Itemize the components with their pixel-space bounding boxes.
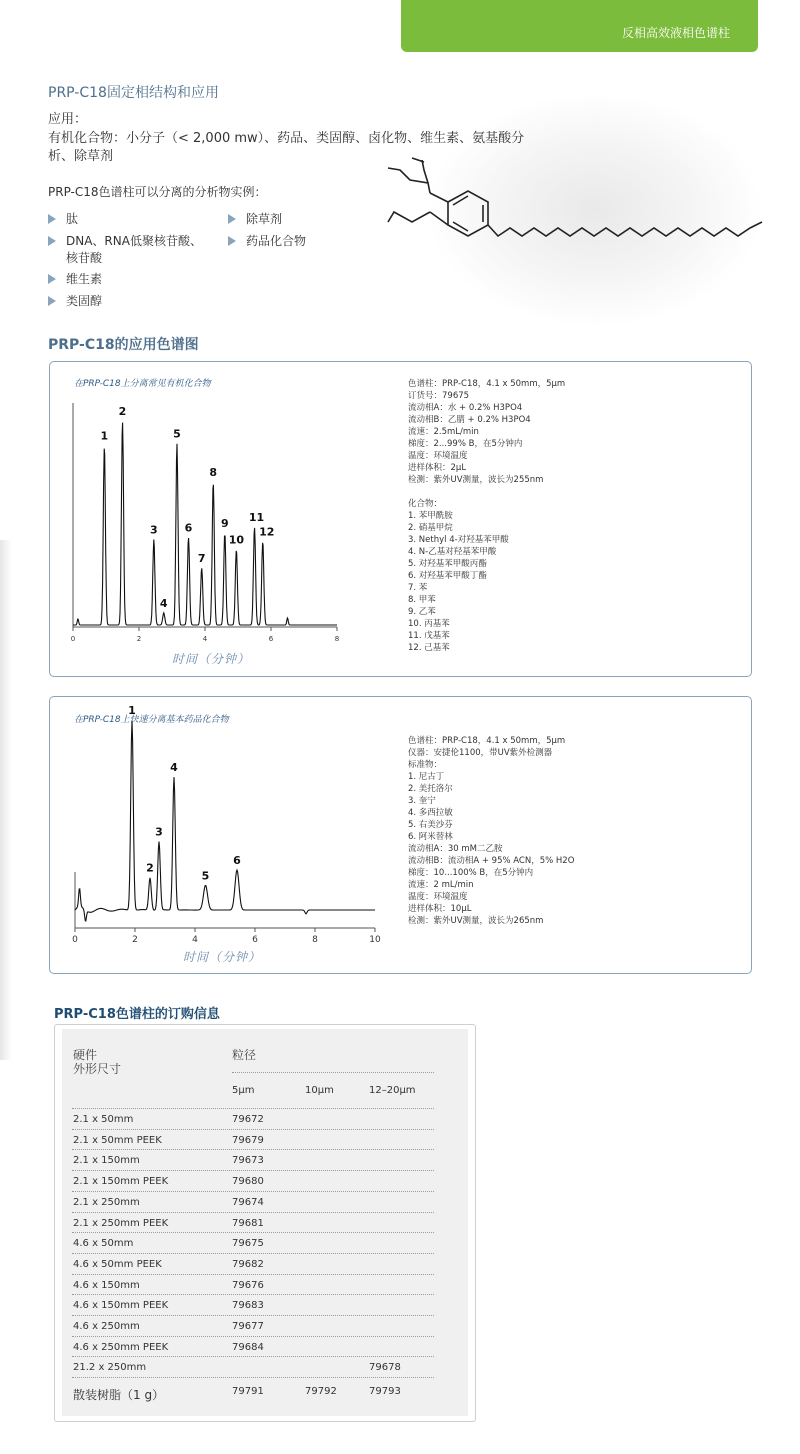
col-hardware: 硬件 (73, 1048, 98, 1062)
chart1-title: 在PRP-C18上分离常见有机化合物 (74, 379, 211, 389)
bullet-item (48, 271, 102, 288)
table-cell-part-number: 79680 (232, 1176, 264, 1188)
row-divider (72, 1377, 434, 1378)
triangle-bullet-icon (228, 236, 236, 246)
row-divider (72, 1253, 434, 1254)
table-cell-part-number: 79792 (305, 1386, 337, 1398)
table-cell-part-number: 79681 (232, 1217, 264, 1229)
intro-title: PRP-C18固定相结构和应用 (48, 85, 219, 101)
bullet-text-continued: 核苷酸 (66, 251, 103, 265)
condition-line: 色谱柱：PRP-C18，4.1 x 50mm，5μm (408, 379, 566, 389)
table-cell-dimension: 4.6 x 50mm PEEK (73, 1258, 162, 1270)
row-divider (72, 1108, 434, 1109)
bullet-item (228, 233, 306, 250)
table-cell-part-number: 79674 (232, 1196, 264, 1208)
chemical-structure (380, 150, 780, 260)
row-divider (72, 1129, 434, 1130)
table-cell-dimension: 2.1 x 150mm (73, 1155, 140, 1167)
chart2-xlabel: 时间（分钟） (183, 950, 262, 964)
table-cell-dimension: 2.1 x 50mm PEEK (73, 1134, 162, 1146)
table-cell-dimension: 2.1 x 250mm PEEK (73, 1217, 169, 1229)
table-cell-dimension: 散装树脂（1 g） (73, 1388, 165, 1403)
table-cell-part-number: 79672 (232, 1114, 264, 1125)
row-divider (72, 1170, 434, 1171)
bullet-text: DNA、RNA低聚核苷酸、 (66, 234, 202, 248)
table-cell-part-number: 79673 (232, 1155, 264, 1167)
row-divider (72, 1294, 434, 1295)
peak-label: 11 (248, 511, 265, 525)
peak-label: 4 (159, 596, 168, 610)
application-text-line1: 有机化合物：小分子（< 2,000 mw）、药品、类固醇、卤化物、维生素、氨基酸分 (48, 131, 525, 146)
peak-label: 5 (173, 427, 181, 441)
chart1-conditions (408, 378, 565, 654)
header-tab-label: 反相高效液相色谱柱 (621, 26, 730, 40)
table-cell-part-number: 79675 (232, 1238, 264, 1250)
row-divider (72, 1274, 434, 1275)
condition-line: 色谱柱：PRP-C18，4.1 x 50mm，5μm (408, 736, 566, 746)
table-cell-part-number: 79677 (232, 1321, 264, 1332)
peak-label: 9 (220, 517, 229, 531)
peak-label: 1 (128, 704, 136, 717)
size-5um: 5μm (232, 1085, 255, 1096)
condition-line: 4. 多西拉敏 (408, 808, 453, 818)
chromatogram-section-title: PRP-C18的应用色谱图 (48, 337, 199, 353)
condition-line: 3. 奎宁 (408, 796, 436, 806)
condition-line: 温度：环境温度 (408, 892, 468, 902)
bullet-item (48, 211, 78, 228)
condition-line: 8. 甲苯 (408, 595, 436, 605)
bullet-text: 药品化合物 (246, 234, 307, 248)
table-cell-part-number: 79793 (369, 1386, 401, 1398)
table-cell-dimension: 2.1 x 150mm PEEK (73, 1176, 169, 1188)
x-tick-label: 4 (192, 935, 198, 945)
peak-label: 2 (118, 405, 127, 418)
table-cell-part-number: 79679 (232, 1134, 264, 1146)
condition-line: 1. 苯甲酰胺 (408, 511, 453, 521)
condition-line: 流动相B：流动相A + 95% ACN，5% H2O (408, 856, 575, 866)
table-cell-part-number: 79682 (232, 1258, 264, 1270)
col-dimension: 外形尺寸 (73, 1062, 122, 1076)
condition-line: 检测：紫外UV测量，波长为265nm (408, 916, 544, 926)
row-divider (72, 1315, 434, 1316)
x-tick-label: 0 (70, 635, 76, 643)
x-tick-label: 8 (334, 635, 340, 643)
condition-line: 10. 丙基苯 (408, 619, 450, 629)
table-cell-dimension: 4.6 x 150mm (73, 1279, 140, 1291)
size-12-20um: 12–20μm (369, 1085, 416, 1096)
bullet-text: 维生素 (66, 272, 103, 286)
condition-line: 4. N-乙基对羟基苯甲酸 (408, 547, 497, 557)
peak-label: 4 (170, 761, 178, 774)
header-tab (401, 0, 758, 52)
bullet-text: 肽 (66, 212, 79, 226)
condition-line: 2. 美托洛尔 (408, 784, 453, 794)
condition-line: 标准物： (408, 760, 443, 770)
triangle-bullet-icon (48, 236, 56, 246)
chart1-xlabel: 时间（分钟） (172, 652, 251, 666)
row-divider (72, 1191, 434, 1192)
table-cell-dimension: 4.6 x 250mm (73, 1321, 140, 1332)
table-cell-part-number: 79791 (232, 1386, 264, 1398)
bullet-item (228, 211, 282, 228)
row-divider (72, 1232, 434, 1233)
table-cell-dimension: 4.6 x 50mm (73, 1238, 134, 1250)
condition-line: 化合物： (408, 499, 443, 509)
condition-line: 5. 对羟基苯甲酸丙酯 (408, 559, 487, 569)
application-label: 应用： (48, 112, 88, 127)
ordering-title: PRP-C18色谱柱的订购信息 (54, 1007, 220, 1022)
peak-label: 6 (184, 521, 193, 535)
condition-line: 梯度：2...99% B，在5分钟内 (408, 439, 523, 449)
row-divider (72, 1212, 434, 1213)
triangle-bullet-icon (48, 274, 56, 284)
chromatogram-chart-1 (55, 395, 355, 645)
x-tick-label: 2 (136, 635, 142, 643)
benzene-ring (448, 191, 488, 236)
table-cell-dimension: 21.2 x 250mm (73, 1362, 147, 1374)
chromatogram-trace (73, 423, 337, 625)
peak-label: 3 (150, 523, 158, 537)
table-cell-dimension: 2.1 x 250mm (73, 1196, 140, 1208)
x-tick-label: 6 (268, 635, 274, 643)
condition-line: 12. 己基苯 (408, 643, 450, 653)
col-particle: 粒径 (232, 1048, 257, 1062)
condition-line: 流动相A：30 mM二乙胺 (408, 844, 503, 854)
row-divider (72, 1356, 434, 1357)
x-tick-label: 6 (252, 935, 258, 945)
condition-line: 检测：紫外UV测量，波长为255nm (408, 475, 544, 485)
application-text-line2: 析、除草剂 (48, 149, 114, 164)
condition-line: 流速：2.5mL/min (408, 427, 479, 437)
table-cell-part-number: 79676 (232, 1279, 264, 1291)
condition-line: 流动相B：乙腈 + 0.2% H3PO4 (408, 415, 531, 425)
condition-line: 订货号：79675 (408, 391, 470, 401)
row-divider (72, 1336, 434, 1337)
chart2-conditions (408, 735, 574, 927)
condition-line: 5. 右美沙芬 (408, 820, 453, 830)
triangle-bullet-icon (228, 214, 236, 224)
row-divider (72, 1149, 434, 1150)
condition-line: 6. 阿米替林 (408, 832, 453, 842)
peak-label: 8 (209, 466, 218, 480)
divider (232, 1072, 434, 1073)
peak-label: 2 (146, 861, 154, 875)
condition-line: 梯度：10...100% B，在5分钟内 (408, 868, 534, 878)
condition-line (408, 486, 565, 498)
peak-label: 12 (259, 525, 275, 539)
peak-label: 1 (100, 429, 109, 443)
x-tick-label: 0 (72, 935, 78, 945)
chart2-title: 在PRP-C18上快速分离基本药品化合物 (74, 715, 229, 725)
condition-line: 温度：环境温度 (408, 451, 468, 461)
condition-line: 进样体积：10μL (408, 904, 472, 914)
peak-label: 6 (233, 854, 241, 868)
condition-line: 7. 苯 (408, 583, 428, 593)
table-cell-dimension: 2.1 x 50mm (73, 1114, 134, 1125)
x-tick-label: 8 (312, 935, 318, 945)
condition-line: 仪器：安捷伦1100，带UV紫外检测器 (408, 748, 553, 758)
bullet-text: 除草剂 (246, 212, 283, 226)
bullet-item (48, 293, 102, 310)
table-cell-dimension: 4.6 x 250mm PEEK (73, 1341, 169, 1353)
condition-line: 6. 对羟基苯甲酸丁酯 (408, 571, 487, 581)
table-cell-part-number: 79683 (232, 1300, 264, 1312)
peak-label: 7 (197, 551, 206, 565)
chromatogram-trace (75, 721, 375, 921)
peak-label: 5 (201, 869, 210, 883)
table-cell-dimension: 4.6 x 150mm PEEK (73, 1300, 169, 1312)
x-tick-label: 2 (132, 935, 138, 945)
condition-line: 1. 尼古丁 (408, 772, 445, 782)
condition-line: 3. Nethyl 4-对羟基苯甲酸 (408, 535, 509, 545)
peak-label: 3 (155, 825, 163, 839)
bullet-text: 类固醇 (66, 294, 103, 308)
condition-line: 进样体积：2μL (408, 463, 467, 473)
condition-line: 流动相A：水 + 0.2% H3PO4 (408, 403, 523, 413)
bullet-item (48, 233, 202, 250)
x-tick-label: 4 (202, 635, 208, 643)
condition-line: 2. 硝基甲烷 (408, 523, 453, 533)
x-tick-label: 10 (369, 935, 381, 945)
examples-label: PRP-C18色谱柱可以分离的分析物实例： (48, 185, 267, 199)
condition-line: 流速：2 mL/min (408, 880, 474, 890)
side-shade (0, 540, 12, 1060)
table-cell-part-number: 79678 (369, 1362, 401, 1374)
table-cell-part-number: 79684 (232, 1341, 264, 1353)
condition-line: 11. 戊基苯 (408, 631, 450, 641)
triangle-bullet-icon (48, 296, 56, 306)
condition-line: 9. 乙苯 (408, 607, 436, 617)
triangle-bullet-icon (48, 214, 56, 224)
size-10um: 10μm (305, 1085, 334, 1096)
peak-label: 10 (228, 533, 245, 547)
